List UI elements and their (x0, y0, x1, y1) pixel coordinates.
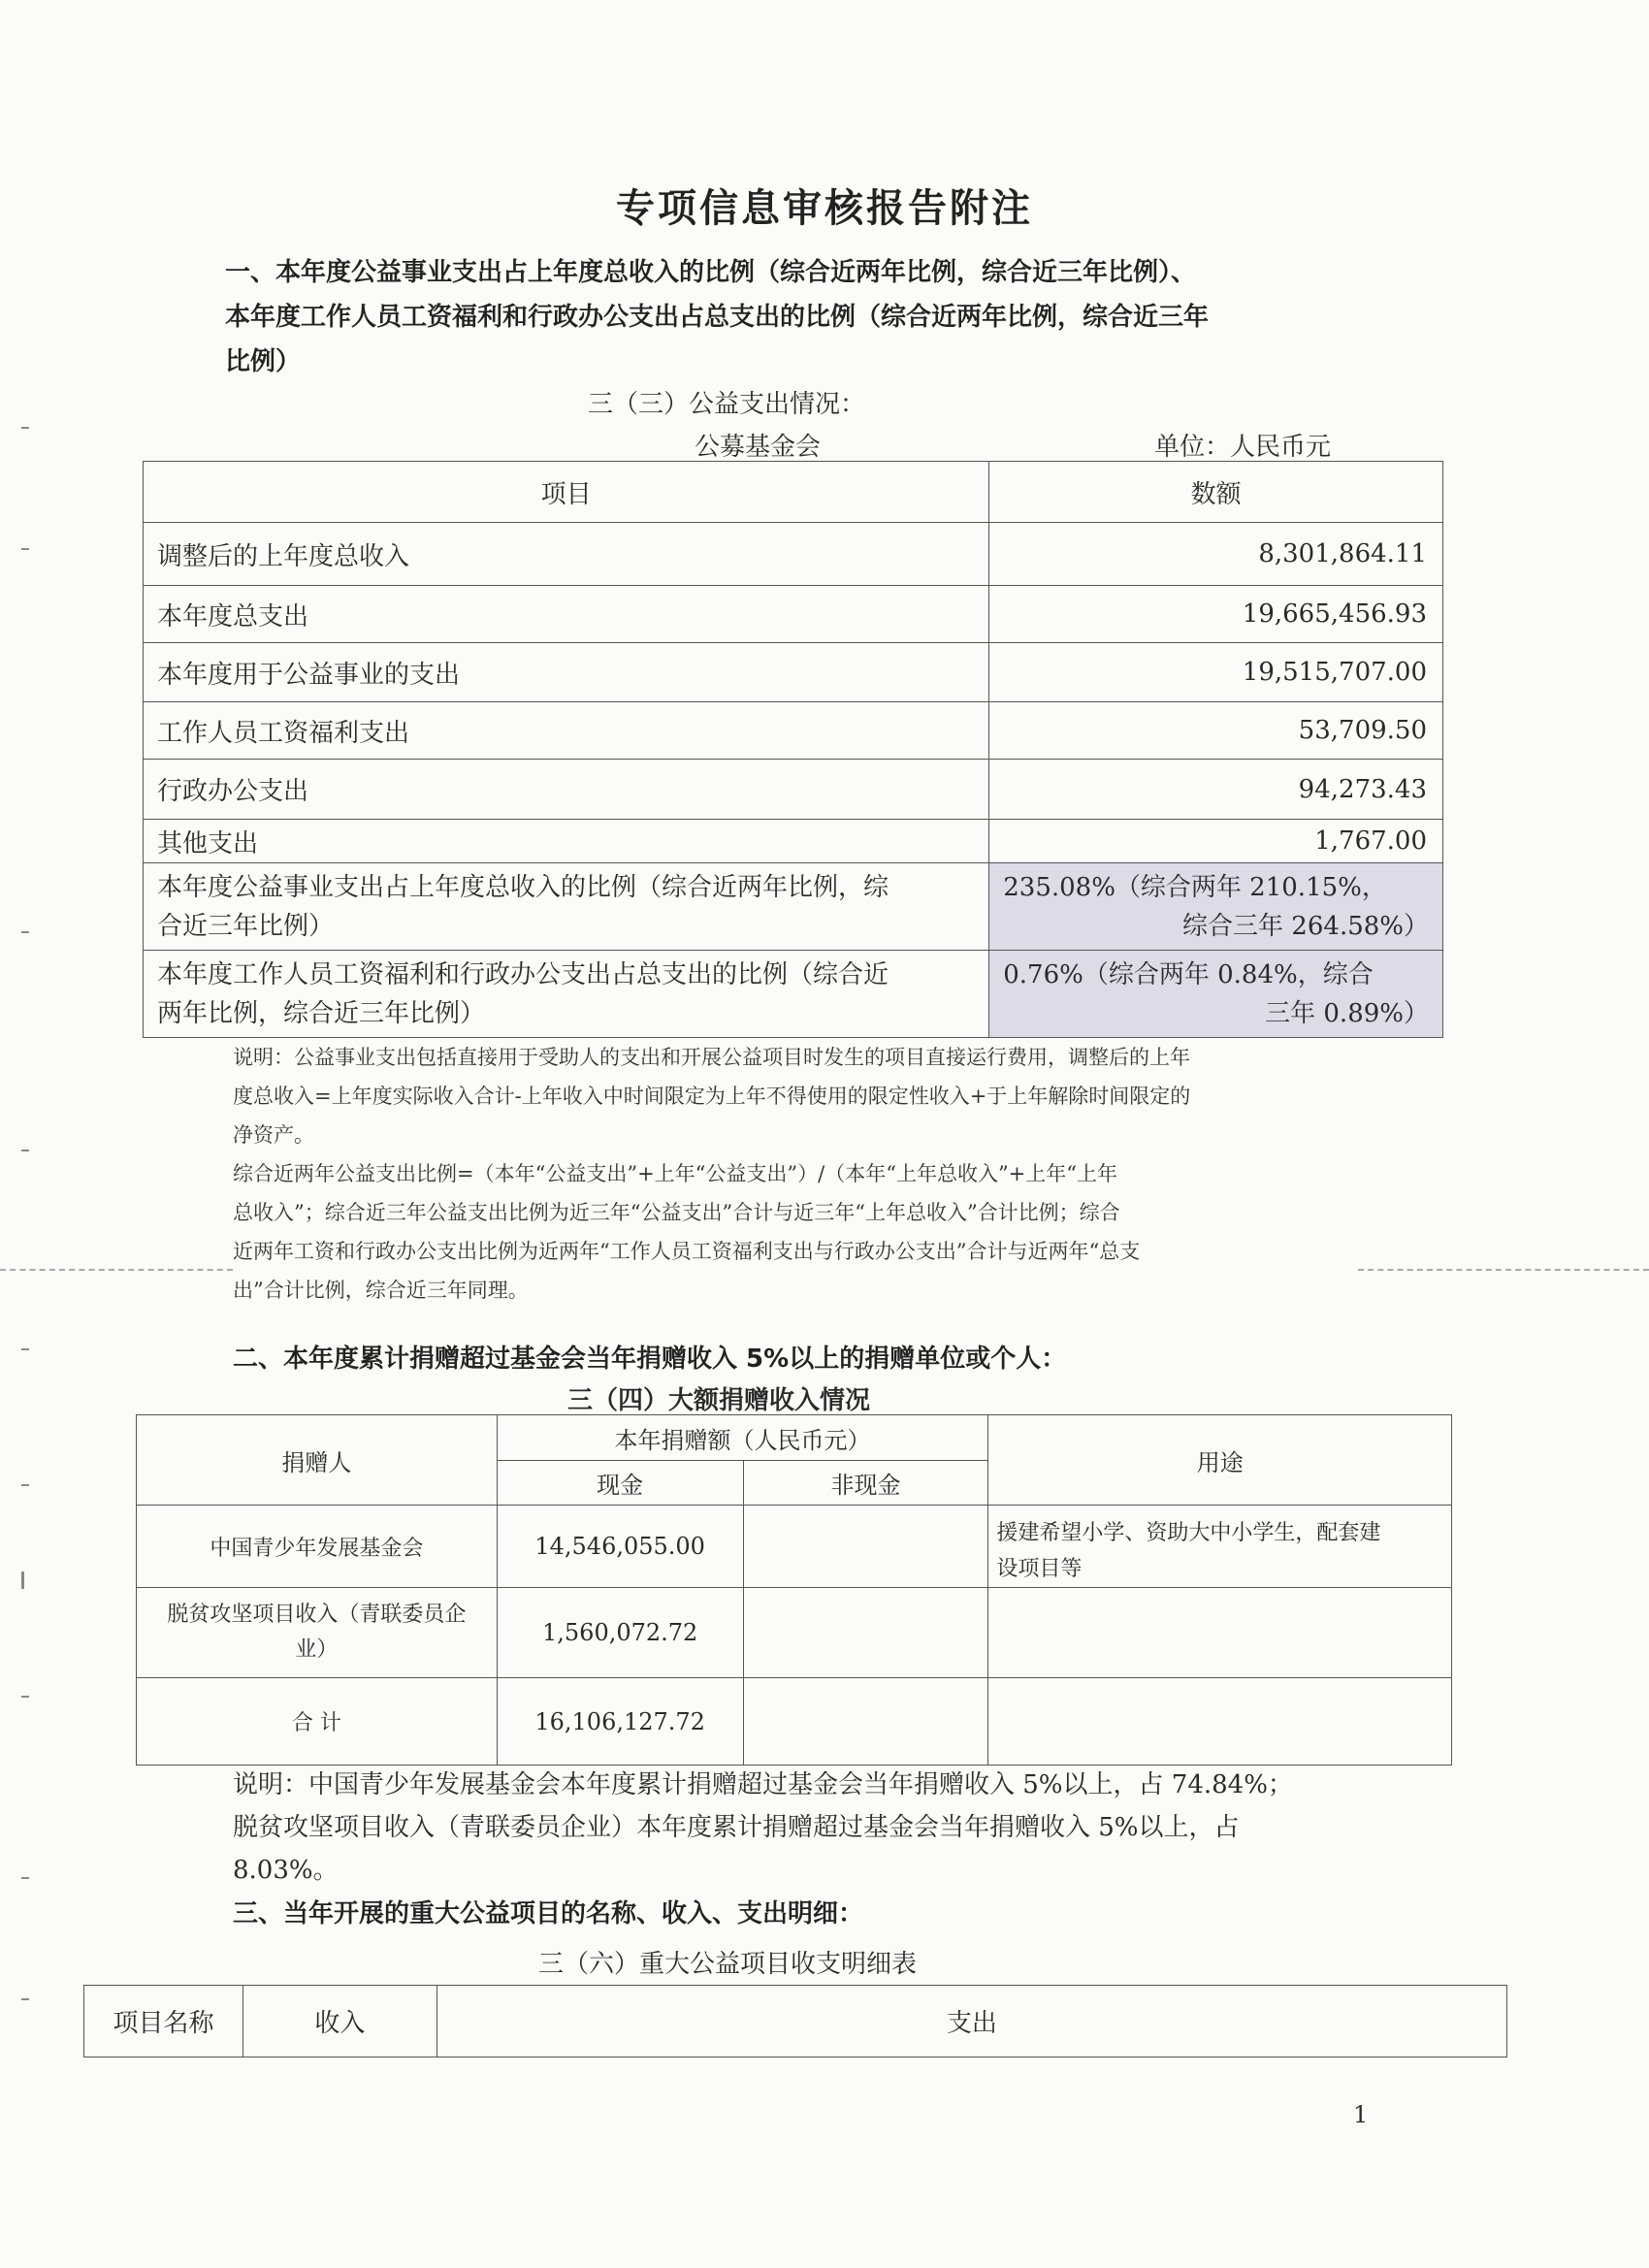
donation-cash: 14,546,055.00 (497, 1506, 743, 1588)
row-item: 本年度总支出 (144, 586, 989, 643)
table-row (137, 1588, 1452, 1678)
donor-name-line2: 业） (295, 1637, 339, 1662)
table-row (144, 820, 1443, 863)
page-number: 1 (1353, 2101, 1369, 2128)
section3-heading: 三、当年开展的重大公益项目的名称、收入、支出明细： (233, 1899, 864, 1928)
row-amount: 1,767.00 (989, 820, 1443, 863)
ratio-item-line2: 合近三年比例） (157, 911, 335, 941)
binding-mark (21, 1998, 29, 2000)
row-item: 工作人员工资福利支出 (144, 702, 989, 760)
header-amount: 本年捐赠额（人民币元） (497, 1415, 988, 1461)
table2-caption: 三（四）大额捐赠收入情况 (567, 1386, 871, 1415)
donation-use (988, 1588, 1452, 1678)
donation-use-line1: 援建希望小学、资助大中小学生，配套建 (996, 1521, 1381, 1545)
donor-name (137, 1588, 498, 1678)
row-amount: 94,273.43 (989, 760, 1443, 820)
note-line: 总收入”；综合近三年公益支出比例为近三年“公益支出”合计与近三年“上年总收入”合计比例；综合 (233, 1201, 1120, 1224)
section1-heading-line2: 本年度工作人员工资福利和行政办公支出占总支出的比例（综合近两年比例，综合近三年 (225, 303, 1210, 332)
binding-mark (21, 1696, 29, 1698)
total-label: 合 计 (137, 1678, 498, 1766)
binding-mark (21, 548, 29, 550)
total-use (988, 1678, 1452, 1766)
table-row (144, 702, 1443, 760)
section2-note (233, 1764, 1455, 1892)
header-amount: 数额 (989, 462, 1443, 523)
page-title: 专项信息审核报告附注 (616, 186, 1033, 231)
row-item: 行政办公支出 (144, 760, 989, 820)
header-donor: 捐赠人 (137, 1415, 498, 1506)
binding-mark (21, 1484, 29, 1486)
ratio-item-line1: 本年度公益事业支出占上年度总收入的比例（综合近两年比例，综 (157, 872, 889, 902)
table3-caption: 三（六）重大公益项目收支明细表 (538, 1950, 918, 1979)
ratio-row (144, 863, 1443, 951)
ratio-value-line2: 综合三年 264.58%） (1182, 911, 1429, 941)
note-line: 近两年工资和行政办公支出比例为近两年“工作人员工资福利支出与行政办公支出”合计与近两年“总支 (233, 1240, 1141, 1263)
header-project-name: 项目名称 (84, 1986, 243, 2057)
row-amount: 8,301,864.11 (989, 523, 1443, 586)
note-line: 8.03%。 (233, 1856, 339, 1885)
binding-mark (21, 931, 29, 933)
note-line: 说明：公益事业支出包括直接用于受助人的支出和开展公益项目时发生的项目直接运行费用，调整后的上年 (233, 1046, 1190, 1069)
major-project-table (83, 1985, 1507, 2057)
ratio-value-line1: 235.08%（综合两年 210.15%， (1003, 872, 1387, 902)
donor-name (137, 1506, 498, 1588)
row-amount: 53,709.50 (989, 702, 1443, 760)
note-line: 综合近两年公益支出比例=（本年“公益支出”+上年“公益支出”）/（本年“上年总收入”+上年“上年 (233, 1162, 1118, 1185)
fold-line (0, 1269, 233, 1271)
total-noncash (743, 1678, 988, 1766)
donation-use (988, 1506, 1452, 1588)
row-amount: 19,665,456.93 (989, 586, 1443, 643)
note-line: 出”合计比例，综合近三年同理。 (233, 1279, 529, 1302)
donor-name-line1: 脱贫攻坚项目收入（青联委员企 (167, 1603, 467, 1627)
row-item: 调整后的上年度总收入 (144, 523, 989, 586)
note-line: 净资产。 (233, 1123, 314, 1147)
binding-mark (21, 1348, 29, 1350)
total-cash: 16,106,127.72 (497, 1678, 743, 1766)
section1-heading-line3: 比例） (225, 347, 302, 376)
note-line: 说明：中国青少年发展基金会本年度累计捐赠超过基金会当年捐赠收入 5%以上，占 74.84%； (233, 1770, 1293, 1799)
large-donation-table (136, 1414, 1452, 1766)
ratio-item-line2: 两年比例，综合近三年比例） (157, 998, 486, 1028)
donation-noncash (743, 1506, 988, 1588)
note-line: 脱贫攻坚项目收入（青联委员企业）本年度累计捐赠超过基金会当年捐赠收入 5%以上，占 (233, 1813, 1240, 1842)
table1-unit: 单位：人民币元 (1154, 433, 1332, 462)
binding-mark (21, 1571, 24, 1589)
header-noncash: 非现金 (743, 1461, 988, 1506)
table1-org: 公募基金会 (695, 433, 822, 462)
section2-heading: 二、本年度累计捐赠超过基金会当年捐赠收入 5%以上的捐赠单位或个人： (233, 1345, 1067, 1374)
ratio-value-line2: 三年 0.89%） (1265, 998, 1429, 1028)
header-use: 用途 (988, 1415, 1452, 1506)
section1-note (233, 1038, 1436, 1310)
binding-mark (21, 1150, 29, 1151)
section1-heading (225, 250, 1476, 384)
total-row (137, 1678, 1452, 1766)
table-row (144, 523, 1443, 586)
header-income: 收入 (242, 1986, 436, 2057)
public-welfare-expense-table (143, 461, 1443, 1038)
ratio-item-line1: 本年度工作人员工资福利和行政办公支出占总支出的比例（综合近 (157, 959, 889, 989)
header-cash: 现金 (497, 1461, 743, 1506)
binding-mark (21, 1877, 29, 1879)
section1-heading-line1: 一、本年度公益事业支出占上年度总收入的比例（综合近两年比例，综合近三年比例）、 (225, 258, 1197, 287)
table1-caption: 三（三）公益支出情况： (588, 390, 866, 419)
table-row (144, 586, 1443, 643)
header-expense: 支出 (436, 1986, 1506, 2057)
donor-name-line1: 中国青少年发展基金会 (210, 1536, 424, 1561)
row-item: 本年度用于公益事业的支出 (144, 643, 989, 702)
table-row (144, 760, 1443, 820)
donation-noncash (743, 1588, 988, 1678)
binding-mark (21, 427, 29, 429)
donation-cash: 1,560,072.72 (497, 1588, 743, 1678)
table-row (137, 1506, 1452, 1588)
ratio-row (144, 951, 1443, 1038)
row-amount: 19,515,707.00 (989, 643, 1443, 702)
note-line: 度总收入=上年度实际收入合计-上年收入中时间限定为上年不得使用的限定性收入+于上年解除时间限定的 (233, 1085, 1191, 1108)
row-item: 其他支出 (144, 820, 989, 863)
header-item: 项目 (144, 462, 989, 523)
table-row (144, 643, 1443, 702)
ratio-value-line1: 0.76%（综合两年 0.84%，综合 (1003, 959, 1374, 989)
donation-use-line2: 设项目等 (996, 1557, 1083, 1581)
